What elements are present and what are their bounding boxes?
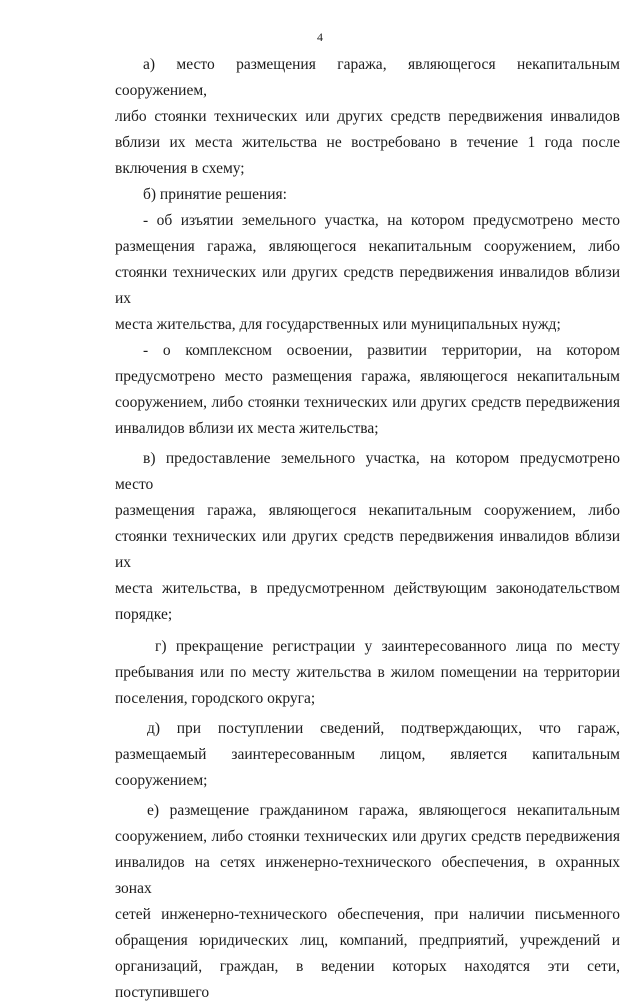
text-line: е) размещение гражданином гаража, являющегося некапитальным xyxy=(147,802,620,819)
page-number: 4 xyxy=(317,30,323,44)
text-line: вблизи их места жительства не востребовано в течение 1 года после xyxy=(115,134,620,151)
text-line: д) при поступлении сведений, подтверждающих, что гараж, xyxy=(147,720,620,737)
text-line: - об изъятии земельного участка, на котором предусмотрено место xyxy=(143,212,620,229)
text-line: либо стоянки технических или других средств передвижения инвалидов xyxy=(115,108,620,125)
text-line: а) место размещения гаража, являющегося некапитальным сооружением, xyxy=(115,56,620,99)
text-line: инвалидов на сетях инженерно-технического обеспечения, в охранных зонах xyxy=(115,854,620,897)
text-line: поселения, городского округа; xyxy=(115,690,316,707)
text-line: стоянки технических или других средств передвижения инвалидов вблизи их xyxy=(115,528,620,571)
text-line: сооружением, либо стоянки технических или других средств передвижения xyxy=(115,828,620,845)
text-line: сетей инженерно-технического обеспечения, при наличии письменного xyxy=(115,906,620,923)
text-line: г) прекращение регистрации у заинтересованного лица по месту xyxy=(155,638,620,655)
document-body xyxy=(115,52,620,1006)
text-line: инвалидов вблизи их места жительства; xyxy=(115,420,379,437)
text-line: размещения гаража, являющегося некапитальным сооружением, либо xyxy=(115,502,620,519)
text-line: порядке; xyxy=(115,606,173,623)
text-line: включения в схему; xyxy=(115,160,245,177)
text-line: пребывания или по месту жительства в жилом помещении на территории xyxy=(115,664,620,681)
text-line: обращения юридических лиц, компаний, предприятий, учреждений и xyxy=(115,932,620,949)
text-line: - о комплексном освоении, развитии территории, на котором xyxy=(143,342,620,359)
text-line: сооружением, либо стоянки технических или других средств передвижения xyxy=(115,394,620,411)
text-line: места жительства, для государственных или муниципальных нужд; xyxy=(115,316,561,333)
text-line: размещения гаража, являющегося некапитальным сооружением, либо xyxy=(115,238,620,255)
text-line: стоянки технических или других средств передвижения инвалидов вблизи их xyxy=(115,264,620,307)
text-line: организаций, граждан, в ведении которых находятся эти сети, поступившего xyxy=(115,958,620,1001)
text-line: размещаемый заинтересованным лицом, является капитальным xyxy=(115,746,620,763)
text-line: сооружением; xyxy=(115,772,208,789)
text-line: места жительства, в предусмотренном действующим законодательством xyxy=(115,580,620,597)
text-line: б) принятие решения: xyxy=(143,186,287,203)
text-line: предусмотрено место размещения гаража, являющегося некапитальным xyxy=(115,368,620,385)
text-line: в) предоставление земельного участка, на котором предусмотрено место xyxy=(115,450,620,493)
